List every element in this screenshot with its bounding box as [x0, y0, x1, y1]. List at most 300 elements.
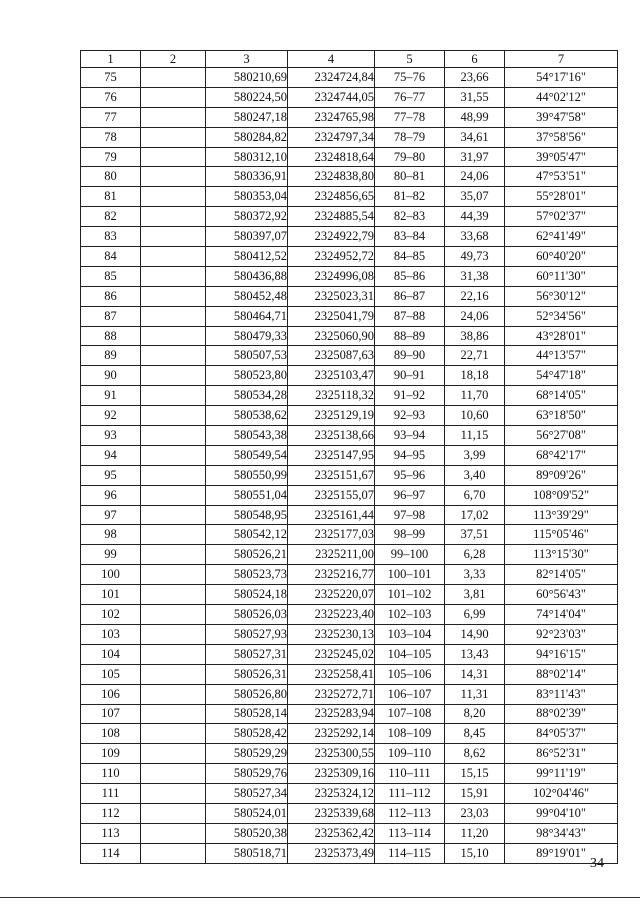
table-row [81, 784, 618, 804]
x-coordinate-cell: 580353,04 [206, 187, 288, 207]
table-row [81, 605, 618, 625]
column-header: 7 [505, 51, 618, 68]
x-coordinate-cell: 580436,88 [206, 266, 288, 286]
length-cell: 23,66 [445, 68, 505, 88]
length-cell: 6,28 [445, 545, 505, 565]
blank-cell [141, 107, 206, 127]
table-body [81, 68, 618, 864]
y-coordinate-cell: 2324744,05 [288, 87, 375, 107]
length-cell: 15,91 [445, 784, 505, 804]
column-header: 5 [375, 51, 445, 68]
length-cell: 14,90 [445, 624, 505, 644]
table-row [81, 306, 618, 326]
blank-cell [141, 306, 206, 326]
table-row [81, 724, 618, 744]
length-cell: 34,61 [445, 127, 505, 147]
angle-cell: 68°42'17" [505, 445, 618, 465]
y-coordinate-cell: 2325118,32 [288, 386, 375, 406]
length-cell: 14,31 [445, 664, 505, 684]
angle-cell: 115°05'46" [505, 525, 618, 545]
angle-cell: 88°02'14" [505, 664, 618, 684]
x-coordinate-cell: 580523,80 [206, 366, 288, 386]
segment-cell: 85–86 [375, 266, 445, 286]
y-coordinate-cell: 2325362,42 [288, 823, 375, 843]
blank-cell [141, 87, 206, 107]
segment-cell: 109–110 [375, 744, 445, 764]
point-number-cell: 100 [81, 565, 141, 585]
segment-cell: 84–85 [375, 247, 445, 267]
blank-cell [141, 704, 206, 724]
blank-cell [141, 585, 206, 605]
blank-cell [141, 485, 206, 505]
table-row [81, 545, 618, 565]
x-coordinate-cell: 580551,04 [206, 485, 288, 505]
point-number-cell: 113 [81, 823, 141, 843]
point-number-cell: 82 [81, 207, 141, 227]
table-row [81, 127, 618, 147]
bottom-divider [0, 897, 640, 898]
x-coordinate-cell: 580542,12 [206, 525, 288, 545]
segment-cell: 98–99 [375, 525, 445, 545]
segment-cell: 111–112 [375, 784, 445, 804]
table-row [81, 485, 618, 505]
x-coordinate-cell: 580524,18 [206, 585, 288, 605]
point-number-cell: 96 [81, 485, 141, 505]
table-row [81, 147, 618, 167]
y-coordinate-cell: 2325211,00 [288, 545, 375, 565]
segment-cell: 81–82 [375, 187, 445, 207]
angle-cell: 44°13'57" [505, 346, 618, 366]
segment-cell: 96–97 [375, 485, 445, 505]
segment-cell: 77–78 [375, 107, 445, 127]
table-row [81, 326, 618, 346]
x-coordinate-cell: 580526,21 [206, 545, 288, 565]
blank-cell [141, 187, 206, 207]
table-row [81, 843, 618, 863]
point-number-cell: 85 [81, 266, 141, 286]
length-cell: 33,68 [445, 227, 505, 247]
blank-cell [141, 565, 206, 585]
blank-cell [141, 644, 206, 664]
blank-cell [141, 207, 206, 227]
length-cell: 3,40 [445, 465, 505, 485]
angle-cell: 83°11'43" [505, 684, 618, 704]
segment-cell: 90–91 [375, 366, 445, 386]
x-coordinate-cell: 580527,34 [206, 784, 288, 804]
blank-cell [141, 326, 206, 346]
point-number-cell: 93 [81, 426, 141, 446]
length-cell: 13,43 [445, 644, 505, 664]
point-number-cell: 81 [81, 187, 141, 207]
angle-cell: 82°14'05" [505, 565, 618, 585]
table-row [81, 266, 618, 286]
column-header: 6 [445, 51, 505, 68]
coordinates-table [80, 50, 618, 864]
angle-cell: 113°39'29" [505, 505, 618, 525]
y-coordinate-cell: 2324952,72 [288, 247, 375, 267]
point-number-cell: 77 [81, 107, 141, 127]
y-coordinate-cell: 2325223,40 [288, 605, 375, 625]
segment-cell: 95–96 [375, 465, 445, 485]
y-coordinate-cell: 2324818,64 [288, 147, 375, 167]
x-coordinate-cell: 580528,14 [206, 704, 288, 724]
point-number-cell: 90 [81, 366, 141, 386]
segment-cell: 91–92 [375, 386, 445, 406]
length-cell: 44,39 [445, 207, 505, 227]
angle-cell: 54°17'16" [505, 68, 618, 88]
table-row [81, 445, 618, 465]
segment-cell: 76–77 [375, 87, 445, 107]
angle-cell: 88°02'39" [505, 704, 618, 724]
table-row [81, 704, 618, 724]
segment-cell: 87–88 [375, 306, 445, 326]
angle-cell: 89°09'26" [505, 465, 618, 485]
segment-cell: 82–83 [375, 207, 445, 227]
blank-cell [141, 286, 206, 306]
segment-cell: 75–76 [375, 68, 445, 88]
table-row [81, 386, 618, 406]
length-cell: 8,62 [445, 744, 505, 764]
table-row [81, 565, 618, 585]
y-coordinate-cell: 2324724,84 [288, 68, 375, 88]
segment-cell: 80–81 [375, 167, 445, 187]
angle-cell: 60°11'30" [505, 266, 618, 286]
page-number: 34 [590, 856, 604, 871]
length-cell: 8,45 [445, 724, 505, 744]
length-cell: 10,60 [445, 406, 505, 426]
segment-cell: 100–101 [375, 565, 445, 585]
y-coordinate-cell: 2325041,79 [288, 306, 375, 326]
point-number-cell: 88 [81, 326, 141, 346]
x-coordinate-cell: 580549,54 [206, 445, 288, 465]
x-coordinate-cell: 580550,99 [206, 465, 288, 485]
x-coordinate-cell: 580210,69 [206, 68, 288, 88]
blank-cell [141, 406, 206, 426]
x-coordinate-cell: 580529,29 [206, 744, 288, 764]
length-cell: 49,73 [445, 247, 505, 267]
length-cell: 15,10 [445, 843, 505, 863]
y-coordinate-cell: 2325129,19 [288, 406, 375, 426]
y-coordinate-cell: 2324856,65 [288, 187, 375, 207]
segment-cell: 102–103 [375, 605, 445, 625]
length-cell: 38,86 [445, 326, 505, 346]
x-coordinate-cell: 580412,52 [206, 247, 288, 267]
angle-cell: 89°19'01" [505, 843, 618, 863]
angle-cell: 99°11'19" [505, 764, 618, 784]
y-coordinate-cell: 2325138,66 [288, 426, 375, 446]
length-cell: 48,99 [445, 107, 505, 127]
angle-cell: 108°09'52" [505, 485, 618, 505]
segment-cell: 104–105 [375, 644, 445, 664]
angle-cell: 68°14'05" [505, 386, 618, 406]
table-row [81, 227, 618, 247]
y-coordinate-cell: 2325245,02 [288, 644, 375, 664]
point-number-cell: 91 [81, 386, 141, 406]
y-coordinate-cell: 2325151,67 [288, 465, 375, 485]
blank-cell [141, 764, 206, 784]
point-number-cell: 87 [81, 306, 141, 326]
angle-cell: 52°34'56" [505, 306, 618, 326]
table-row [81, 426, 618, 446]
x-coordinate-cell: 580247,18 [206, 107, 288, 127]
y-coordinate-cell: 2325220,07 [288, 585, 375, 605]
x-coordinate-cell: 580548,95 [206, 505, 288, 525]
table-row [81, 803, 618, 823]
blank-cell [141, 724, 206, 744]
blank-cell [141, 266, 206, 286]
x-coordinate-cell: 580534,28 [206, 386, 288, 406]
point-number-cell: 94 [81, 445, 141, 465]
segment-cell: 110–111 [375, 764, 445, 784]
x-coordinate-cell: 580312,10 [206, 147, 288, 167]
segment-cell: 105–106 [375, 664, 445, 684]
point-number-cell: 97 [81, 505, 141, 525]
x-coordinate-cell: 580538,62 [206, 406, 288, 426]
blank-cell [141, 227, 206, 247]
y-coordinate-cell: 2324885,54 [288, 207, 375, 227]
blank-cell [141, 823, 206, 843]
point-number-cell: 106 [81, 684, 141, 704]
segment-cell: 83–84 [375, 227, 445, 247]
point-number-cell: 92 [81, 406, 141, 426]
segment-cell: 99–100 [375, 545, 445, 565]
y-coordinate-cell: 2324922,79 [288, 227, 375, 247]
y-coordinate-cell: 2325103,47 [288, 366, 375, 386]
length-cell: 31,55 [445, 87, 505, 107]
x-coordinate-cell: 580524,01 [206, 803, 288, 823]
segment-cell: 101–102 [375, 585, 445, 605]
angle-cell: 55°28'01" [505, 187, 618, 207]
x-coordinate-cell: 580464,71 [206, 306, 288, 326]
angle-cell: 56°27'08" [505, 426, 618, 446]
y-coordinate-cell: 2324765,98 [288, 107, 375, 127]
x-coordinate-cell: 580526,03 [206, 605, 288, 625]
y-coordinate-cell: 2324797,34 [288, 127, 375, 147]
angle-cell: 56°30'12" [505, 286, 618, 306]
table-row [81, 684, 618, 704]
table-row [81, 465, 618, 485]
y-coordinate-cell: 2324996,08 [288, 266, 375, 286]
y-coordinate-cell: 2325283,94 [288, 704, 375, 724]
x-coordinate-cell: 580372,92 [206, 207, 288, 227]
length-cell: 23,03 [445, 803, 505, 823]
angle-cell: 102°04'46" [505, 784, 618, 804]
table-row [81, 406, 618, 426]
x-coordinate-cell: 580528,42 [206, 724, 288, 744]
blank-cell [141, 445, 206, 465]
point-number-cell: 102 [81, 605, 141, 625]
point-number-cell: 83 [81, 227, 141, 247]
angle-cell: 60°56'43" [505, 585, 618, 605]
length-cell: 22,16 [445, 286, 505, 306]
point-number-cell: 109 [81, 744, 141, 764]
x-coordinate-cell: 580527,93 [206, 624, 288, 644]
angle-cell: 86°52'31" [505, 744, 618, 764]
blank-cell [141, 843, 206, 863]
angle-cell: 43°28'01" [505, 326, 618, 346]
length-cell: 17,02 [445, 505, 505, 525]
blank-cell [141, 784, 206, 804]
segment-cell: 106–107 [375, 684, 445, 704]
angle-cell: 57°02'37" [505, 207, 618, 227]
length-cell: 18,18 [445, 366, 505, 386]
point-number-cell: 114 [81, 843, 141, 863]
column-header: 1 [81, 51, 141, 68]
y-coordinate-cell: 2325373,49 [288, 843, 375, 863]
segment-cell: 112–113 [375, 803, 445, 823]
table-row [81, 505, 618, 525]
y-coordinate-cell: 2325147,95 [288, 445, 375, 465]
table-row [81, 247, 618, 267]
length-cell: 11,15 [445, 426, 505, 446]
angle-cell: 74°14'04" [505, 605, 618, 625]
blank-cell [141, 346, 206, 366]
y-coordinate-cell: 2325087,63 [288, 346, 375, 366]
table-row [81, 585, 618, 605]
blank-cell [141, 744, 206, 764]
point-number-cell: 101 [81, 585, 141, 605]
length-cell: 8,20 [445, 704, 505, 724]
table-row [81, 764, 618, 784]
blank-cell [141, 386, 206, 406]
blank-cell [141, 684, 206, 704]
table-row [81, 207, 618, 227]
angle-cell: 62°41'49" [505, 227, 618, 247]
column-header: 2 [141, 51, 206, 68]
x-coordinate-cell: 580527,31 [206, 644, 288, 664]
angle-cell: 54°47'18" [505, 366, 618, 386]
angle-cell: 113°15'30" [505, 545, 618, 565]
length-cell: 24,06 [445, 306, 505, 326]
segment-cell: 88–89 [375, 326, 445, 346]
angle-cell: 39°47'58" [505, 107, 618, 127]
angle-cell: 37°58'56" [505, 127, 618, 147]
blank-cell [141, 127, 206, 147]
column-header: 4 [288, 51, 375, 68]
blank-cell [141, 465, 206, 485]
column-header: 3 [206, 51, 288, 68]
length-cell: 15,15 [445, 764, 505, 784]
y-coordinate-cell: 2325023,31 [288, 286, 375, 306]
x-coordinate-cell: 580224,50 [206, 87, 288, 107]
x-coordinate-cell: 580284,82 [206, 127, 288, 147]
table-header-row [81, 51, 618, 68]
table-row [81, 644, 618, 664]
segment-cell: 86–87 [375, 286, 445, 306]
point-number-cell: 110 [81, 764, 141, 784]
segment-cell: 103–104 [375, 624, 445, 644]
point-number-cell: 84 [81, 247, 141, 267]
length-cell: 31,97 [445, 147, 505, 167]
y-coordinate-cell: 2325324,12 [288, 784, 375, 804]
point-number-cell: 107 [81, 704, 141, 724]
blank-cell [141, 366, 206, 386]
blank-cell [141, 147, 206, 167]
segment-cell: 114–115 [375, 843, 445, 863]
segment-cell: 92–93 [375, 406, 445, 426]
angle-cell: 39°05'47" [505, 147, 618, 167]
y-coordinate-cell: 2325309,16 [288, 764, 375, 784]
y-coordinate-cell: 2325300,55 [288, 744, 375, 764]
x-coordinate-cell: 580526,80 [206, 684, 288, 704]
x-coordinate-cell: 580397,07 [206, 227, 288, 247]
angle-cell: 84°05'37" [505, 724, 618, 744]
table-row [81, 823, 618, 843]
table-row [81, 664, 618, 684]
table-row [81, 366, 618, 386]
blank-cell [141, 605, 206, 625]
blank-cell [141, 803, 206, 823]
y-coordinate-cell: 2325060,90 [288, 326, 375, 346]
table-row [81, 744, 618, 764]
angle-cell: 99°04'10" [505, 803, 618, 823]
x-coordinate-cell: 580526,31 [206, 664, 288, 684]
point-number-cell: 104 [81, 644, 141, 664]
point-number-cell: 75 [81, 68, 141, 88]
point-number-cell: 111 [81, 784, 141, 804]
table-row [81, 68, 618, 88]
angle-cell: 92°23'03" [505, 624, 618, 644]
blank-cell [141, 545, 206, 565]
length-cell: 35,07 [445, 187, 505, 207]
table-row [81, 286, 618, 306]
x-coordinate-cell: 580518,71 [206, 843, 288, 863]
segment-cell: 108–109 [375, 724, 445, 744]
length-cell: 31,38 [445, 266, 505, 286]
length-cell: 37,51 [445, 525, 505, 545]
blank-cell [141, 68, 206, 88]
point-number-cell: 76 [81, 87, 141, 107]
y-coordinate-cell: 2325161,44 [288, 505, 375, 525]
point-number-cell: 78 [81, 127, 141, 147]
x-coordinate-cell: 580523,73 [206, 565, 288, 585]
table-row [81, 167, 618, 187]
length-cell: 22,71 [445, 346, 505, 366]
blank-cell [141, 426, 206, 446]
blank-cell [141, 167, 206, 187]
y-coordinate-cell: 2325155,07 [288, 485, 375, 505]
length-cell: 11,31 [445, 684, 505, 704]
blank-cell [141, 664, 206, 684]
y-coordinate-cell: 2325177,03 [288, 525, 375, 545]
table-row [81, 87, 618, 107]
segment-cell: 107–108 [375, 704, 445, 724]
length-cell: 3,81 [445, 585, 505, 605]
y-coordinate-cell: 2325216,77 [288, 565, 375, 585]
point-number-cell: 98 [81, 525, 141, 545]
length-cell: 11,20 [445, 823, 505, 843]
y-coordinate-cell: 2325292,14 [288, 724, 375, 744]
point-number-cell: 112 [81, 803, 141, 823]
point-number-cell: 108 [81, 724, 141, 744]
angle-cell: 44°02'12" [505, 87, 618, 107]
x-coordinate-cell: 580529,76 [206, 764, 288, 784]
x-coordinate-cell: 580543,38 [206, 426, 288, 446]
point-number-cell: 79 [81, 147, 141, 167]
length-cell: 3,99 [445, 445, 505, 465]
y-coordinate-cell: 2325258,41 [288, 664, 375, 684]
segment-cell: 78–79 [375, 127, 445, 147]
point-number-cell: 95 [81, 465, 141, 485]
segment-cell: 97–98 [375, 505, 445, 525]
segment-cell: 94–95 [375, 445, 445, 465]
segment-cell: 113–114 [375, 823, 445, 843]
segment-cell: 79–80 [375, 147, 445, 167]
x-coordinate-cell: 580452,48 [206, 286, 288, 306]
table-row [81, 525, 618, 545]
blank-cell [141, 525, 206, 545]
length-cell: 24,06 [445, 167, 505, 187]
